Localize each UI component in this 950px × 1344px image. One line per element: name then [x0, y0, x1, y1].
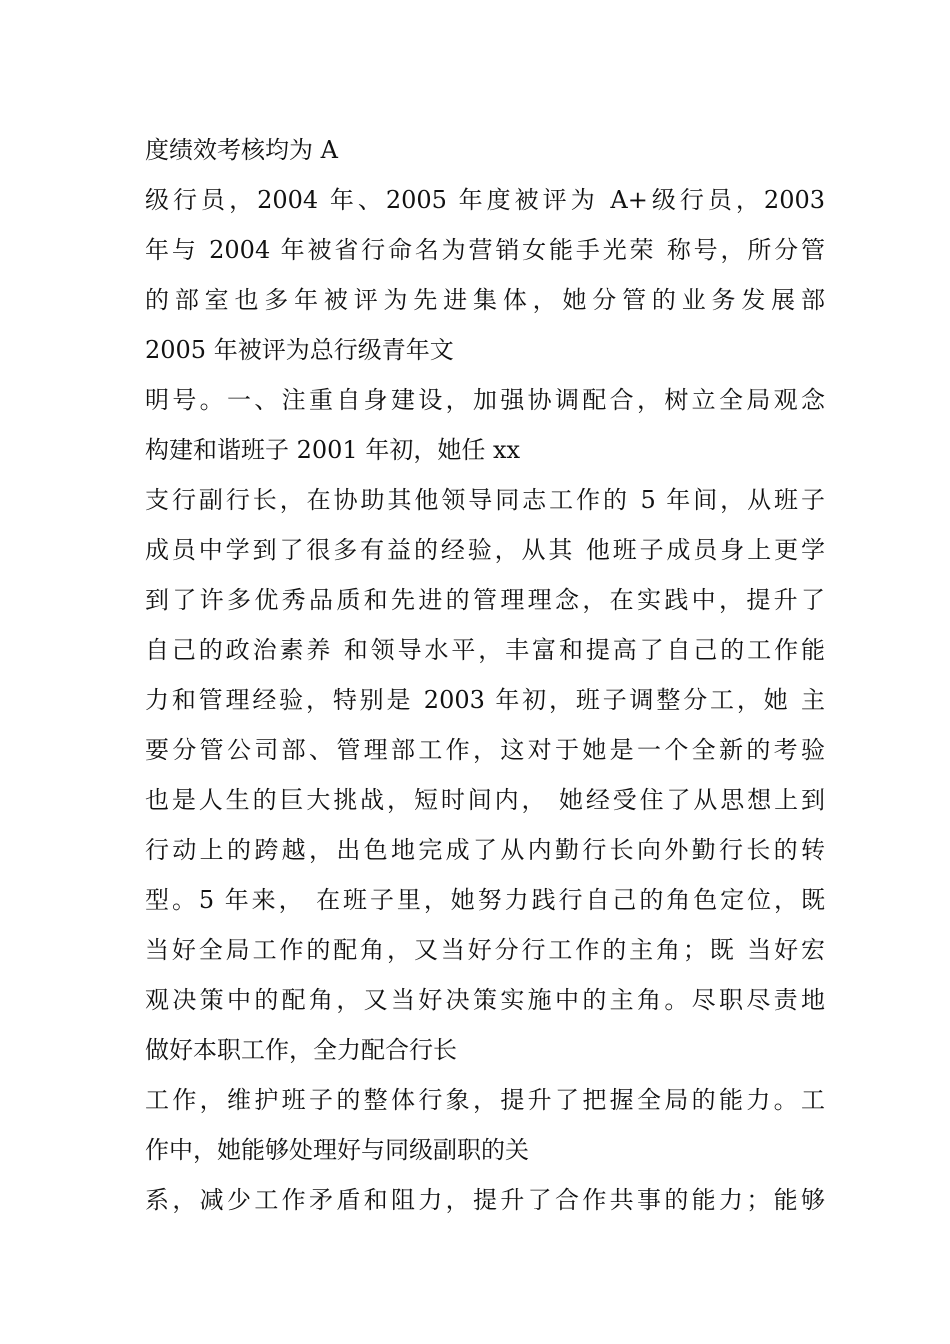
text-line: 观决策中的配角，又当好决策实施中的主角。尽职尽责地: [145, 986, 825, 1014]
text-line: 作中，她能够处理好与同级副职的关: [145, 1136, 529, 1164]
text-line: 做好本职工作，全力配合行长: [145, 1036, 457, 1064]
text-line: 明号。一、注重自身建设，加强协调配合，树立全局观念: [145, 386, 825, 414]
text-line: 也是人生的巨大挑战，短时间内， 她经受住了从思想上到: [145, 786, 825, 814]
text-line: 级行员，2004 年、2005 年度被评为 A+级行员，2003: [145, 186, 825, 214]
text-line: 2005 年被评为总行级青年文: [145, 336, 454, 364]
text-line: 度绩效考核均为 A: [145, 136, 338, 164]
text-line: 支行副行长，在协助其他领导同志工作的 5 年间，从班子: [145, 486, 825, 514]
text-line: 年与 2004 年被省行命名为营销女能手光荣 称号，所分管: [145, 236, 825, 264]
text-line: 的部室也多年被评为先进集体，她分管的业务发展部: [145, 286, 825, 314]
text-line: 成员中学到了很多有益的经验，从其 他班子成员身上更学: [145, 536, 825, 564]
text-line: 要分管公司部、管理部工作，这对于她是一个全新的考验: [145, 736, 825, 764]
text-line: 型。5 年来， 在班子里，她努力践行自己的角色定位，既: [145, 886, 825, 914]
text-line: 当好全局工作的配角，又当好分行工作的主角；既 当好宏: [145, 936, 825, 964]
text-line: 到了许多优秀品质和先进的管理理念，在实践中，提升了: [145, 586, 825, 614]
text-line: 工作，维护班子的整体行象，提升了把握全局的能力。工: [145, 1086, 825, 1114]
text-line: 力和管理经验，特别是 2003 年初，班子调整分工，她 主: [145, 686, 825, 714]
text-line: 行动上的跨越，出色地完成了从内勤行长向外勤行长的转: [145, 836, 825, 864]
text-line: 构建和谐班子 2001 年初，她任 xx: [145, 436, 521, 464]
text-line: 系，减少工作矛盾和阻力，提升了合作共事的能力；能够: [145, 1186, 825, 1214]
text-line: 自己的政治素养 和领导水平，丰富和提高了自己的工作能: [145, 636, 825, 664]
